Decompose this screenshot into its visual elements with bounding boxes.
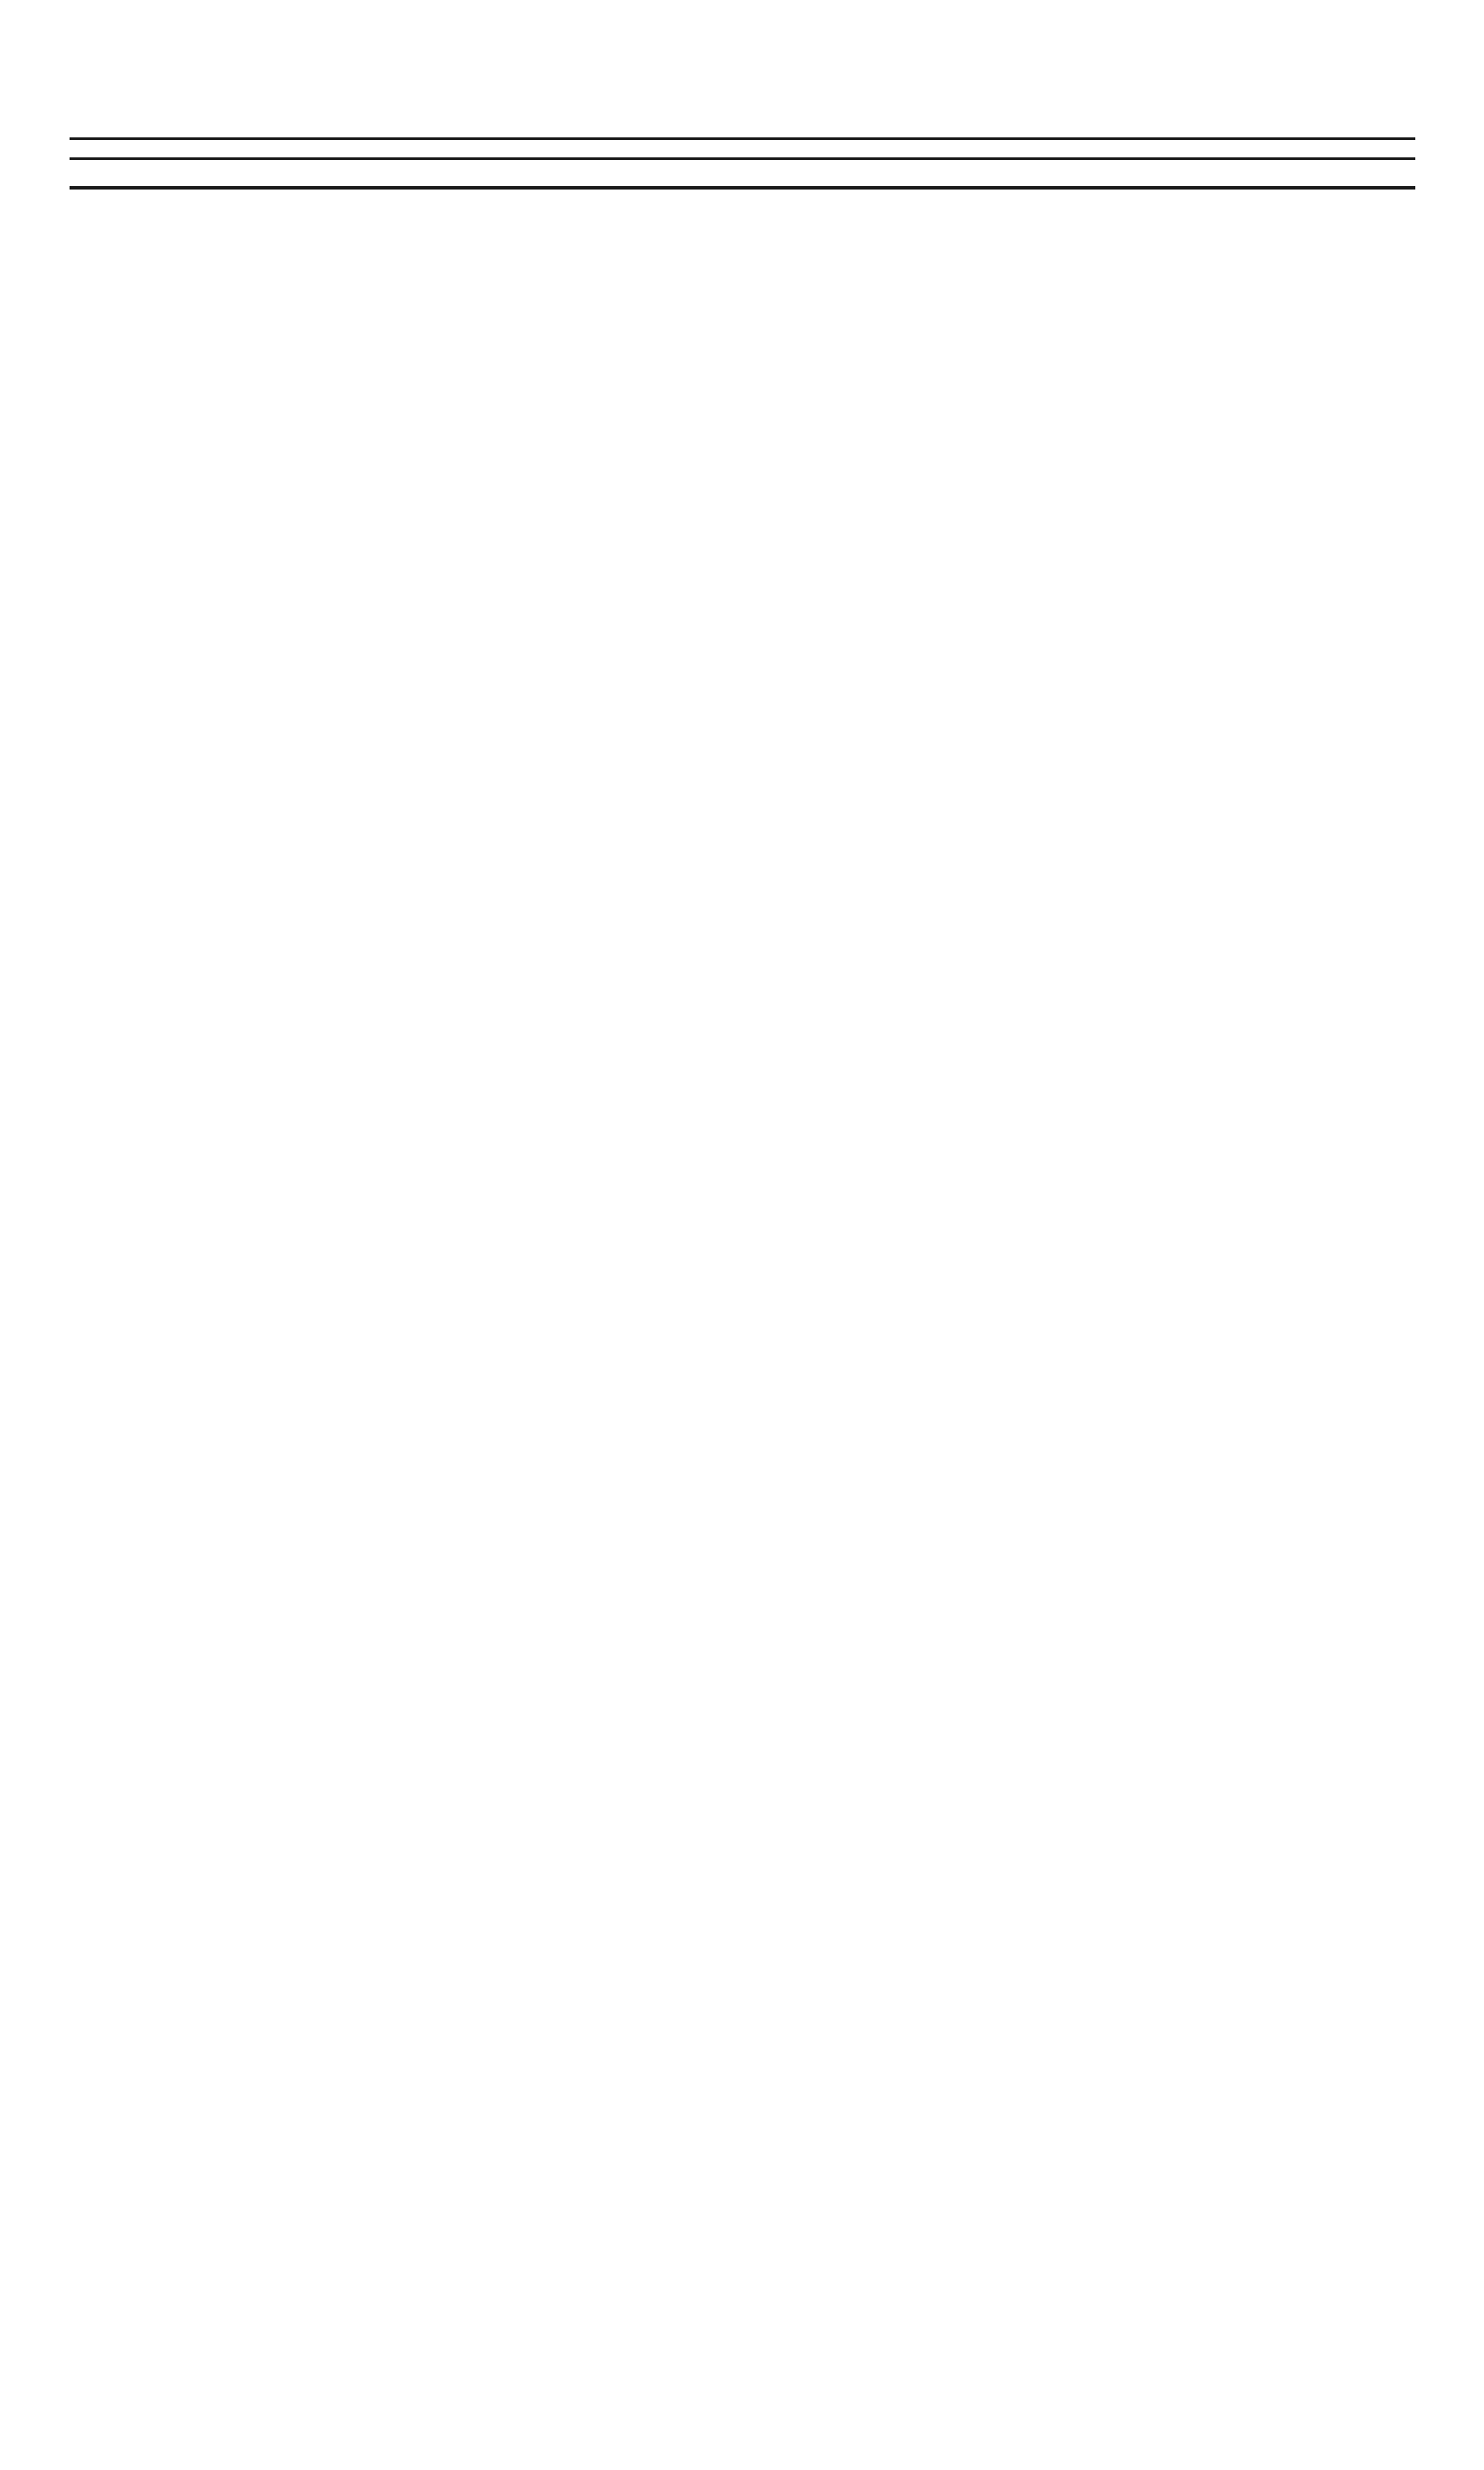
handwritten-annotation [70,35,1415,137]
toc-page [70,35,1415,190]
section-title [70,160,1415,190]
